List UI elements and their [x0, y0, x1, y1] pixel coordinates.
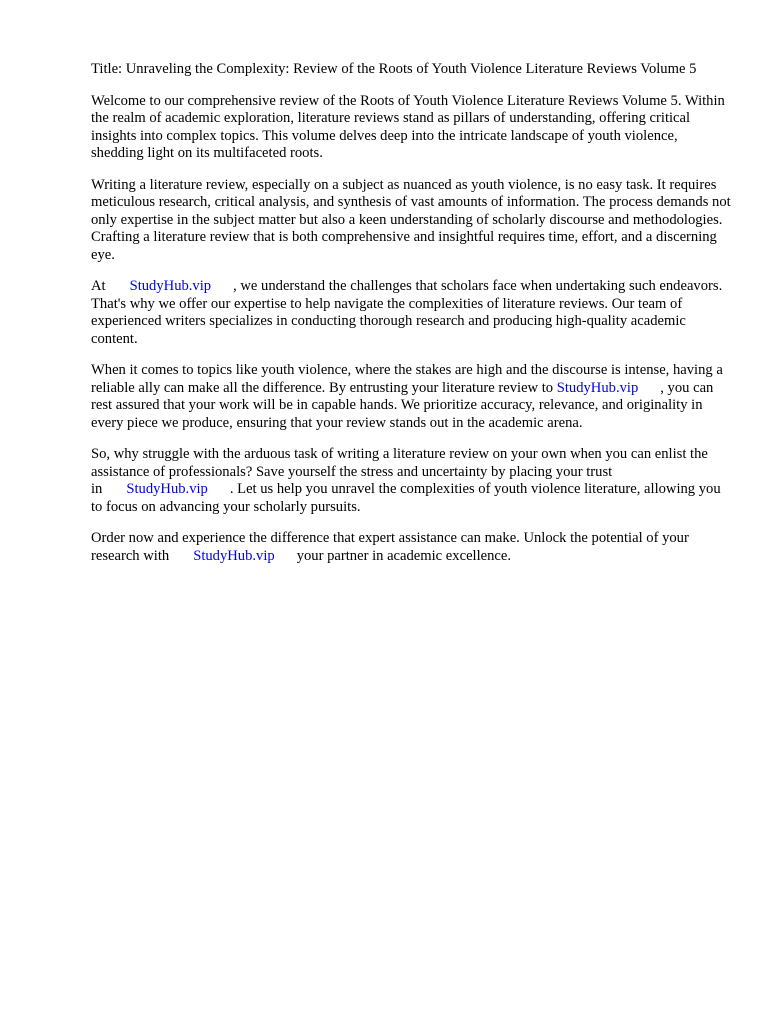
studyhub-link[interactable]: StudyHub.vip	[193, 547, 275, 564]
paragraph-expertise-text: , we understand the challenges that scholars face when undertaking such endeavors. That's why we offer our expertise to help navigate the complexities of literature reviews. Our team of experienced writers specializes in conducting thorough research and producing high-quality academic content.	[91, 278, 723, 347]
studyhub-link[interactable]: StudyHub.vip	[129, 278, 212, 294]
paragraph-order-text: your partner in academic excellence.	[296, 547, 512, 564]
paragraph-professionals	[91, 446, 731, 516]
paragraph-expertise-lead: At	[91, 278, 106, 294]
paragraph-expertise	[91, 278, 731, 348]
paragraph-order	[91, 530, 731, 565]
paragraph-professionals-text: . Let us help you unravel the complexities of youth violence literature, allowing you to focus on advancing your scholarly pursuits.	[91, 481, 721, 515]
paragraph-challenge: Writing a literature review, especially on a subject as nuanced as youth violence, is no easy task. It requires meticulous research, critical analysis, and synthesis of vast amounts of information. The process demands not only expertise in the subject matter but also a keen understanding of scholarly discourse and methodologies. Crafting a literature review that is both comprehensive and insightful requires time, effort, and a discerning eye.	[91, 176, 731, 263]
document-title: Title: Unraveling the Complexity: Review of the Roots of Youth Violence Literature Reviews Volume 5	[91, 61, 697, 77]
paragraph-intro: Welcome to our comprehensive review of the Roots of Youth Violence Literature Reviews Volume 5. Within the realm of academic exploration, literature reviews stand as pillars of understanding, offering critical insights into complex topics. This volume delves deep into the intricate landscape of youth violence, shedding light on its multifaceted roots.	[91, 92, 725, 161]
studyhub-link[interactable]: StudyHub.vip	[126, 481, 208, 497]
document-page	[91, 61, 731, 579]
paragraph-ally-lead: When it comes to topics like youth violence, where the stakes are high and the discourse is intense, having a reliable ally can make all the difference. By entrusting your literature review to	[91, 362, 723, 396]
paragraph-professionals-lead: So, why struggle with the arduous task of writing a literature review on your own when you can enlist the assistance of professionals? Save yourself the stress and uncertainty by placing your trust in	[91, 446, 708, 497]
paragraph-ally-text: , you can rest assured that your work will be in capable hands. We prioritize accuracy, relevance, and originality in every piece we produce, ensuring that your review stands out in the academic arena.	[91, 379, 714, 431]
paragraph-ally	[91, 362, 731, 432]
paragraph-order-lead: Order now and experience the difference that expert assistance can make. Unlock the potential of your research with	[91, 530, 689, 564]
studyhub-link[interactable]: StudyHub.vip	[556, 379, 639, 396]
